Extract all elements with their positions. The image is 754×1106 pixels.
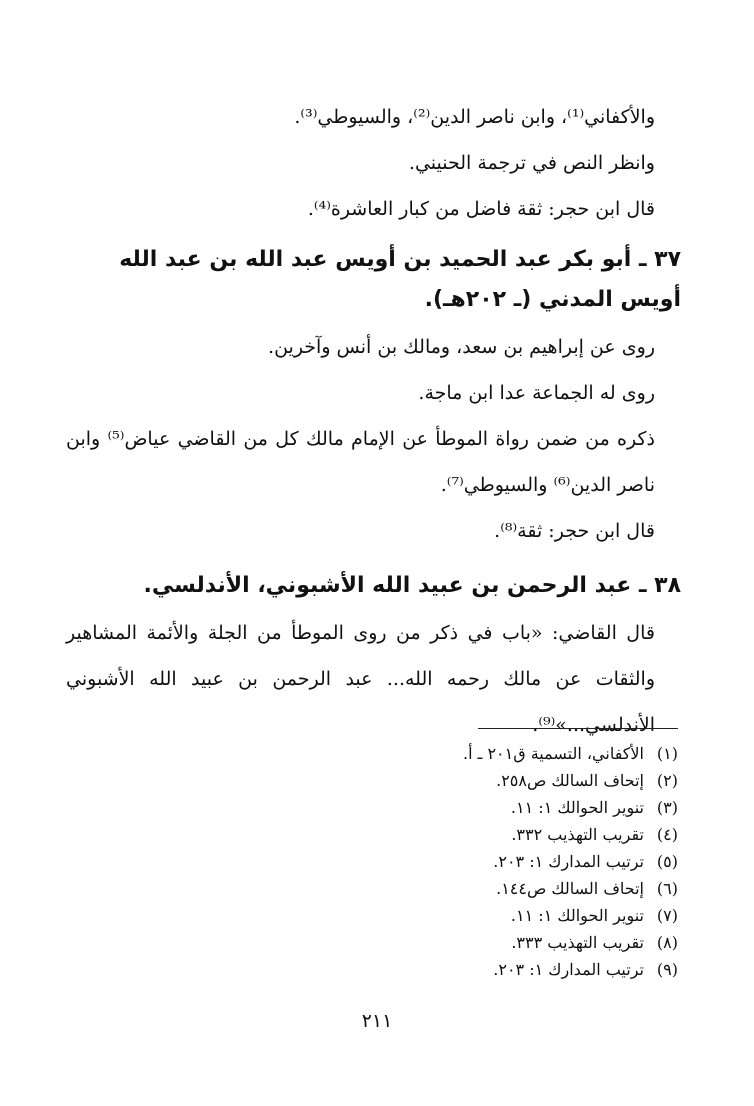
entry-37-heading: ٣٧ ـ أبو بكر عبد الحميد بن أويس عبد الله بن عبد الله أويس المدني (ـ ٢٠٢هـ).: [119, 247, 681, 312]
footnote-number: (٥): [656, 852, 678, 871]
footnote: [258, 767, 678, 794]
footnote: [258, 875, 678, 902]
footnote-text: إتحاف السالك ص٢٥٨.: [496, 771, 644, 790]
footnote-number: (٦): [656, 879, 678, 898]
footnote-text: تقريب التهذيب ٣٣٣.: [511, 933, 644, 952]
main-text: [66, 94, 681, 748]
footnote-number: (٨): [656, 933, 678, 952]
footnote: [258, 740, 678, 767]
paragraph-narrated-from: روى عن إبراهيم بن سعد، ومالك بن أنس وآخرين.: [268, 336, 655, 358]
paragraph-ibn-hajar-2: قال ابن حجر: ثقة⁽⁸⁾.: [494, 520, 655, 542]
footnote: [258, 848, 678, 875]
paragraph-ibn-hajar-1: قال ابن حجر: ثقة فاضل من كبار العاشرة⁽⁴⁾.: [307, 198, 655, 220]
footnote-text: الأكفاني، التسمية ق٢٠١ ـ أ.: [463, 744, 644, 763]
footnote: [258, 956, 678, 983]
paragraph-see-also: وانظر النص في ترجمة الحنيني.: [408, 152, 655, 174]
footnote-text: تنوير الحوالك ١: ١١.: [510, 906, 644, 925]
paragraph-continuation: والأكفاني⁽¹⁾، وابن ناصر الدين⁽²⁾، والسيوطي⁽³⁾.: [294, 106, 655, 128]
footnote-separator: [478, 728, 678, 729]
paragraph-narrated-by: روى له الجماعة عدا ابن ماجة.: [418, 382, 655, 404]
footnote-text: ترتيب المدارك ١: ٢٠٣.: [493, 960, 644, 979]
footnote-text: تقريب التهذيب ٣٣٢.: [511, 825, 644, 844]
paragraph-qadi-quote: قال القاضي: «باب في ذكر من روى الموطأ من الجلة والأئمة المشاهير والثقات عن مالك رحمه الله... عبد الرحمن بن عبيد الله الأشبوني الأندلسي...»⁽⁹⁾.: [66, 622, 655, 736]
footnote-number: (٤): [656, 825, 678, 844]
footnote: [258, 821, 678, 848]
footnote-number: (١): [656, 744, 678, 763]
footnote-number: (٣): [656, 798, 678, 817]
footnote-number: (٢): [656, 771, 678, 790]
footnotes-list: [258, 740, 678, 983]
page-number: ٢١١: [361, 1010, 393, 1032]
footnote-number: (٧): [656, 906, 678, 925]
entry-38-heading: ٣٨ ـ عبد الرحمن بن عبيد الله الأشبوني، الأندلسي.: [143, 573, 681, 598]
paragraph-mentioned-by: ذكره من ضمن رواة الموطأ عن الإمام مالك كل من القاضي عياض⁽⁵⁾ وابن ناصر الدين⁽⁶⁾ والسيوطي⁽⁷⁾.: [66, 428, 655, 496]
footnote: [258, 902, 678, 929]
footnote-text: تنوير الحوالك ١: ١١.: [510, 798, 644, 817]
footnote: [258, 929, 678, 956]
footnote: [258, 794, 678, 821]
footnote-text: إتحاف السالك ص١٤٤.: [496, 879, 644, 898]
footnote-number: (٩): [656, 960, 678, 979]
footnote-text: ترتيب المدارك ١: ٢٠٣.: [493, 852, 644, 871]
